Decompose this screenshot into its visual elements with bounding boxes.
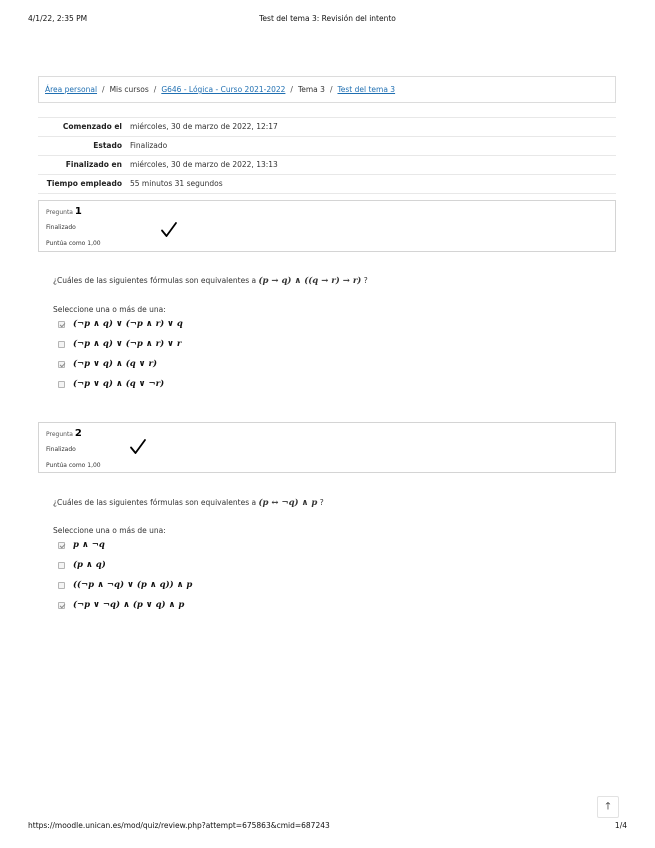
breadcrumb-tema: Tema 3 [297, 85, 325, 94]
question-prefix: Pregunta [46, 431, 73, 438]
question-1-option-1[interactable] [58, 319, 183, 329]
question-number [46, 206, 82, 217]
summary-row-started [38, 117, 616, 136]
option-checkbox[interactable] [58, 381, 65, 388]
breadcrumb-separator: / [329, 85, 333, 94]
question-2-option-3[interactable] [58, 580, 192, 590]
option-checkbox[interactable] [58, 582, 65, 589]
summary-value: Finalizado [130, 141, 168, 150]
option-checkbox[interactable] [58, 361, 65, 368]
breadcrumb-separator: / [290, 85, 293, 94]
summary-value: miércoles, 30 de marzo de 2022, 12:17 [130, 122, 278, 131]
print-header [28, 14, 627, 26]
summary-label: Finalizado en [65, 160, 122, 169]
summary-row-finished [38, 155, 616, 174]
option-checkbox[interactable] [58, 341, 65, 348]
question-prefix: Pregunta [46, 209, 73, 216]
checkmark-icon [129, 438, 147, 456]
breadcrumb-separator: / [102, 85, 105, 94]
question-formula: (p → q) ∧ ((q → r) → r) [258, 276, 362, 286]
option-formula: (¬p ∨ q) ∧ (q ∨ ¬r) [73, 379, 165, 389]
breadcrumb-test[interactable]: Test del tema 3 [337, 85, 396, 94]
print-datetime: 4/1/22, 2:35 PM [28, 14, 88, 23]
question-text: ¿Cuáles de las siguientes fórmulas son equivalentes a [53, 498, 257, 507]
question-2-text [53, 498, 324, 508]
summary-label: Comenzado el [62, 122, 122, 131]
question-1-option-4[interactable] [58, 379, 164, 389]
question-2-prompt: Seleccione una o más de una: [53, 526, 166, 535]
question-text-end: ? [363, 276, 368, 285]
option-formula: p ∧ ¬q [73, 540, 105, 550]
question-text: ¿Cuáles de las siguientes fórmulas son equivalentes a [53, 276, 257, 285]
option-formula: (¬p ∧ q) ∨ (¬p ∧ r) ∨ r [73, 339, 182, 349]
question-1-prompt: Seleccione una o más de una: [53, 305, 166, 314]
option-formula: (¬p ∨ ¬q) ∧ (p ∨ q) ∧ p [73, 600, 185, 610]
breadcrumb-course[interactable]: G646 - Lógica - Curso 2021-2022 [161, 85, 286, 94]
question-text-end: ? [319, 498, 324, 507]
question-grade: Puntúa como 1,00 [46, 240, 101, 247]
arrow-up-icon: 🡑 [605, 800, 611, 812]
attempt-summary-table [38, 117, 616, 194]
question-2-option-1[interactable] [58, 540, 105, 550]
print-page-number: 1/4 [614, 821, 627, 830]
summary-label: Estado [93, 141, 122, 150]
option-checkbox[interactable] [58, 321, 65, 328]
print-page-title: Test del tema 3: Revisión del intento [259, 14, 396, 23]
question-2-option-4[interactable] [58, 600, 184, 610]
back-to-top-button[interactable] [597, 796, 619, 818]
question-1-text [53, 276, 368, 286]
question-number-value: 1 [74, 206, 82, 217]
breadcrumb-mis-cursos: Mis cursos [109, 85, 149, 94]
summary-label: Tiempo empleado [46, 179, 122, 188]
breadcrumb [38, 76, 616, 103]
option-checkbox[interactable] [58, 602, 65, 609]
summary-row-time [38, 174, 616, 194]
option-formula: ((¬p ∧ ¬q) ∨ (p ∧ q)) ∧ p [73, 580, 193, 590]
question-grade: Puntúa como 1,00 [46, 462, 101, 469]
question-1-option-2[interactable] [58, 339, 181, 349]
checkmark-icon [160, 221, 178, 239]
question-1-info [38, 200, 616, 252]
question-2-info [38, 422, 616, 473]
breadcrumb-area-personal[interactable]: Área personal [45, 85, 98, 94]
option-formula: (¬p ∨ q) ∧ (q ∨ r) [73, 359, 157, 369]
summary-value: 55 minutos 31 segundos [130, 179, 223, 188]
print-url: https://moodle.unican.es/mod/quiz/review.php?attempt=675863&cmid=687243 [28, 821, 330, 830]
question-formula: (p ↔ ¬q) ∧ p [258, 498, 318, 508]
question-number [46, 428, 82, 439]
summary-value: miércoles, 30 de marzo de 2022, 13:13 [130, 160, 278, 169]
print-footer [28, 821, 627, 833]
question-number-value: 2 [74, 428, 82, 439]
option-formula: (p ∧ q) [73, 560, 106, 570]
summary-row-state [38, 136, 616, 155]
breadcrumb-separator: / [153, 85, 157, 94]
option-checkbox[interactable] [58, 562, 65, 569]
option-checkbox[interactable] [58, 542, 65, 549]
question-state: Finalizado [46, 446, 76, 453]
question-1-option-3[interactable] [58, 359, 157, 369]
option-formula: (¬p ∧ q) ∨ (¬p ∧ r) ∨ q [73, 319, 183, 329]
question-2-option-2[interactable] [58, 560, 106, 570]
question-state: Finalizado [46, 224, 76, 231]
